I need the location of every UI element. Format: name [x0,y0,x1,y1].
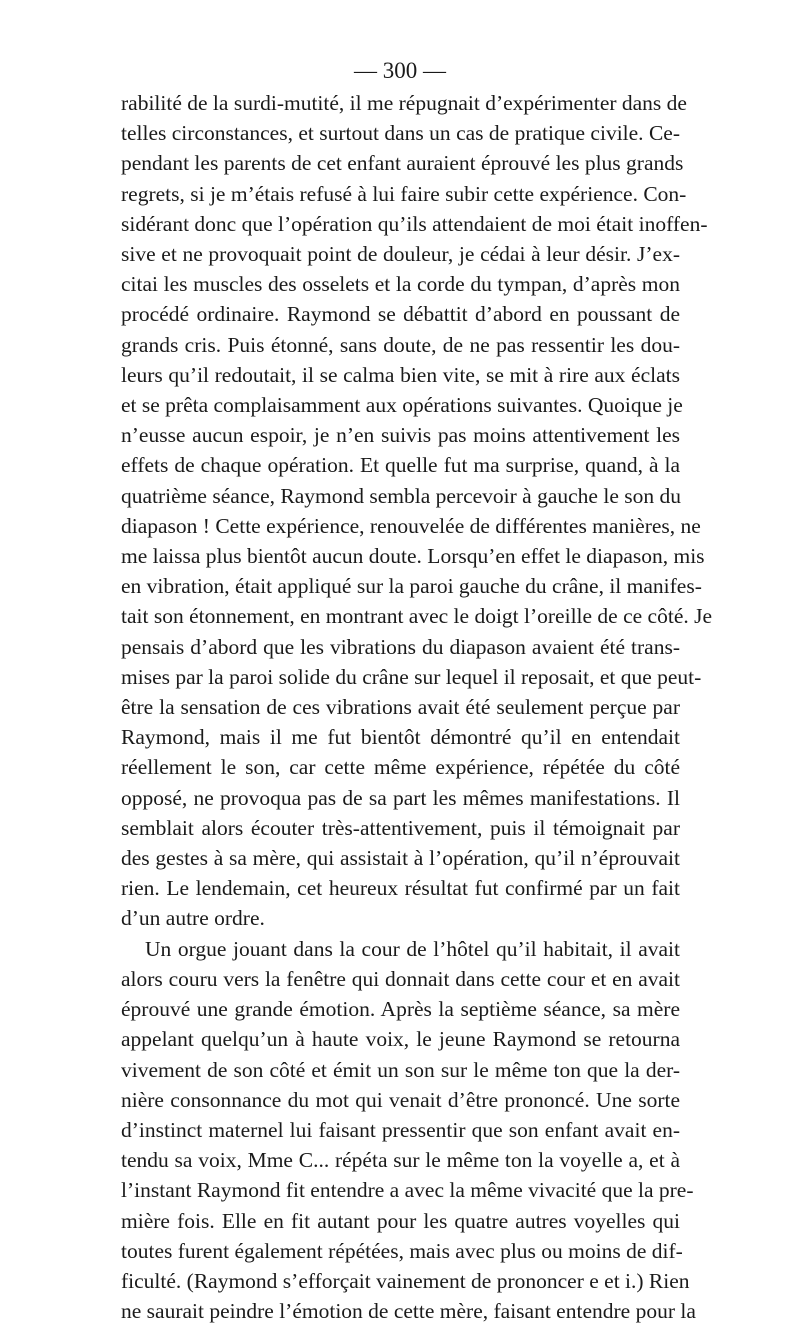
text-line: d’instinct maternel lui faisant pressentir que son enfant avait en- [121,1117,680,1142]
text-line: sive et ne provoquait point de douleur, je cédai à leur désir. J’ex- [121,242,680,267]
text-line: pendant les parents de cet enfant auraient éprouvé les plus grands [121,151,684,176]
paragraph-2 [121,934,696,1326]
text-line: réellement le son, car cette même expérience, répétée du côté [121,755,680,780]
page-number: — 300 — [354,58,446,83]
text-line: regrets, si je m’étais refusé à lui faire subir cette expérience. Con- [121,181,687,206]
text-line: des gestes à sa mère, qui assistait à l’opération, qu’il n’éprouvait [121,846,680,871]
text-line: rabilité de la surdi-mutité, il me répugnait d’expérimenter dans de [121,91,687,115]
text-line: quatrième séance, Raymond sembla percevoir à gauche le son du [121,483,681,508]
text-line: citai les muscles des osselets et la corde du tympan, d’après mon [121,272,680,297]
text-line: toutes furent également répétées, mais avec plus ou moins de dif- [121,1238,683,1263]
text-line: et se prêta complaisamment aux opérations suivantes. Quoique je [121,393,683,418]
text-line: rien. Le lendemain, cet heureux résultat fut confirmé par un fait [121,876,680,901]
text-line: leurs qu’il redoutait, il se calma bien vite, se mit à rire aux éclats [121,362,680,387]
text-line: semblait alors écouter très-attentivement, puis il témoignait par [121,815,680,840]
text-line: me laissa plus bientôt aucun doute. Lorsqu’en effet le diapason, mis [121,544,705,569]
text-line: être la sensation de ces vibrations avait été seulement perçue par [121,695,680,720]
text-line: grands cris. Puis étonné, sans doute, de ne pas ressentir les dou- [121,332,680,357]
text-line: d’un autre ordre. [121,906,265,931]
text-line: ne saurait peindre l’émotion de cette mère, faisant entendre pour la [121,1299,696,1324]
text-line: mière fois. Elle en fit autant pour les quatre autres voyelles qui [121,1208,680,1233]
paragraph-1 [121,88,713,934]
text-line: opposé, ne provoqua pas de sa part les mêmes manifestations. Il [121,785,680,810]
text-line: en vibration, était appliqué sur la paroi gauche du crâne, il manifes- [121,574,702,599]
text-line: mises par la paroi solide du crâne sur lequel il reposait, et que peut- [121,664,702,689]
text-line: éprouvé une grande émotion. Après la septième séance, sa mère [121,997,680,1022]
text-line: Raymond, mais il me fut bientôt démontré qu’il en entendait [121,725,680,750]
text-line: procédé ordinaire. Raymond se débattit d’abord en poussant de [121,302,680,327]
text-line: n’eusse aucun espoir, je n’en suivis pas moins attentivement les [121,423,680,448]
text-line: effets de chaque opération. Et quelle fut ma surprise, quand, à la [121,453,680,478]
text-line: telles circonstances, et surtout dans un cas de pratique civile. Ce- [121,121,680,146]
text-line: Un orgue jouant dans la cour de l’hôtel qu’il habitait, il avait [145,936,680,961]
text-line: tendu sa voix, Mme C... répéta sur le même ton la voyelle a, et à [121,1148,680,1173]
text-line: sidérant donc que l’opération qu’ils attendaient de moi était inoffen- [121,211,708,236]
text-line: ficulté. (Raymond s’efforçait vainement de prononcer e et i.) Rien [121,1268,690,1293]
text-line: l’instant Raymond fit entendre a avec la même vivacité que la pre- [121,1178,694,1203]
text-line: vivement de son côté et émit un son sur le même ton que la der- [121,1057,680,1082]
body-text [121,88,713,1326]
text-line: tait son étonnement, en montrant avec le doigt l’oreille de ce côté. Je [121,604,713,629]
text-line: nière consonnance du mot qui venait d’être prononcé. Une sorte [121,1087,680,1112]
text-line: pensais d’abord que les vibrations du diapason avaient été trans- [121,634,680,659]
text-line: diapason ! Cette expérience, renouvelée de différentes manières, ne [121,513,701,538]
text-line: alors couru vers la fenêtre qui donnait dans cette cour et en avait [121,966,680,991]
text-line: appelant quelqu’un à haute voix, le jeune Raymond se retourna [121,1027,680,1052]
